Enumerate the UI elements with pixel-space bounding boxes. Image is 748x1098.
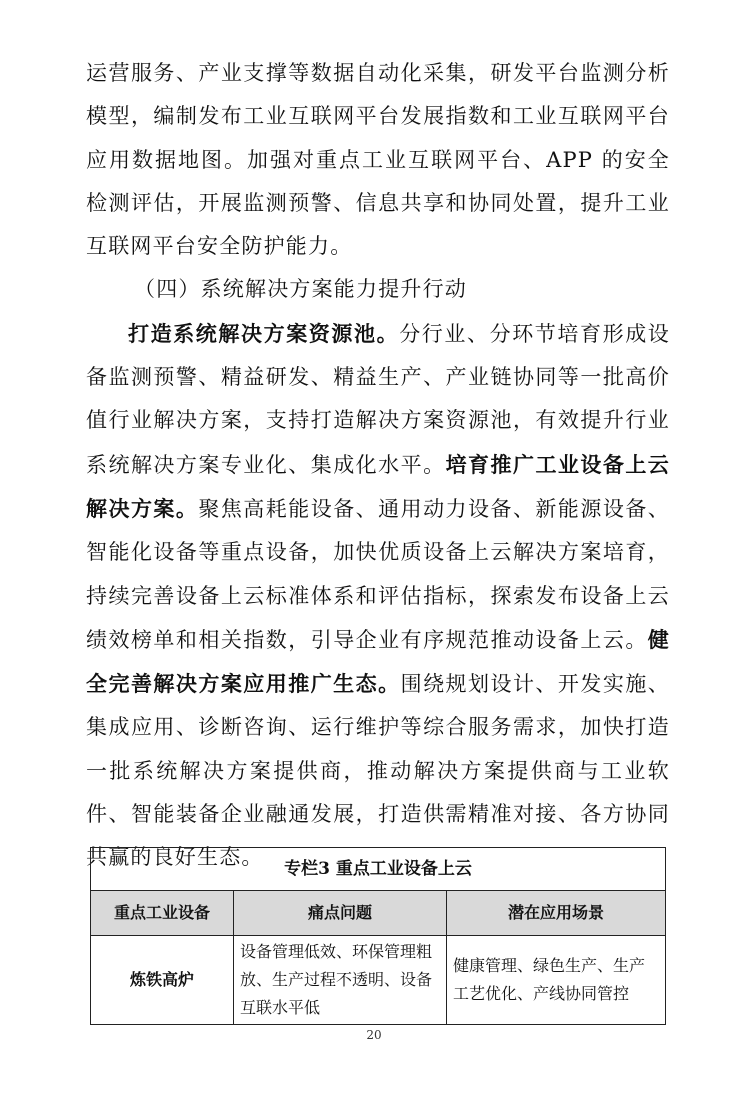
- header-pain-points: 痛点问题: [234, 891, 447, 936]
- paragraph-platform-monitoring: 运营服务、产业支撑等数据自动化采集，研发平台监测分析模型，编制发布工业互联网平台发展指数和工业互联网平台应用数据地图。加强对重点工业互联网平台、APP 的安全检测评估，开展监测预警、信息共享和协同处置，提升工业互联网平台安全防护能力。: [86, 61, 670, 259]
- text-equipment-cloud: 聚焦高耗能设备、通用动力设备、新能源设备、智能化设备等重点设备，加快优质设备上云解决方案培育，持续完善设备上云标准体系和评估指标，探索发布设备上云绩效榜单和相关指数，引导企业有序规范推动设备上云。: [86, 496, 670, 652]
- table-header-row: [91, 891, 666, 936]
- lead-solution-pool: 打造系统解决方案资源池。: [128, 320, 400, 346]
- scenario-cell: 健康管理、绿色生产、生产工艺优化、产线协同管控: [447, 936, 666, 1025]
- page-number: 20: [366, 1028, 382, 1042]
- header-scenarios: 潜在应用场景: [447, 891, 666, 936]
- text-solution-pool: 分行业、分环节培育形成设备监测预警、精益研发、精益生产、产业链协同等一批高价值行业解决方案，支持打造解决方案资源池，有效提升行业系统解决方案专业化、集成化水平。: [86, 321, 670, 477]
- lead-equipment-cloud: 培育推广工业设备上云解决方案。: [86, 451, 671, 521]
- box-title: 专栏3 重点工业设备上云: [91, 848, 666, 891]
- pain-points-cell: 设备管理低效、环保管理粗放、生产过程不透明、设备互联水平低: [234, 936, 447, 1025]
- body-text: [86, 52, 670, 880]
- text-ecosystem: 围绕规划设计、开发实施、集成应用、诊断咨询、运行维护等综合服务需求，加快打造一批系统解决方案提供商，推动解决方案提供商与工业软件、智能装备企业融通发展，打造供需精准对接、各方协同共赢的良好生态。: [86, 672, 670, 870]
- table-row: [91, 936, 666, 1025]
- section-subheading: （四）系统解决方案能力提升行动: [134, 277, 467, 302]
- column-box-table: [90, 847, 666, 1025]
- paragraph-solutions: [86, 312, 670, 880]
- lead-ecosystem: 健全完善解决方案应用推广生态。: [86, 626, 670, 697]
- device-name: 炼铁高炉: [91, 936, 234, 1025]
- header-device: 重点工业设备: [91, 891, 234, 936]
